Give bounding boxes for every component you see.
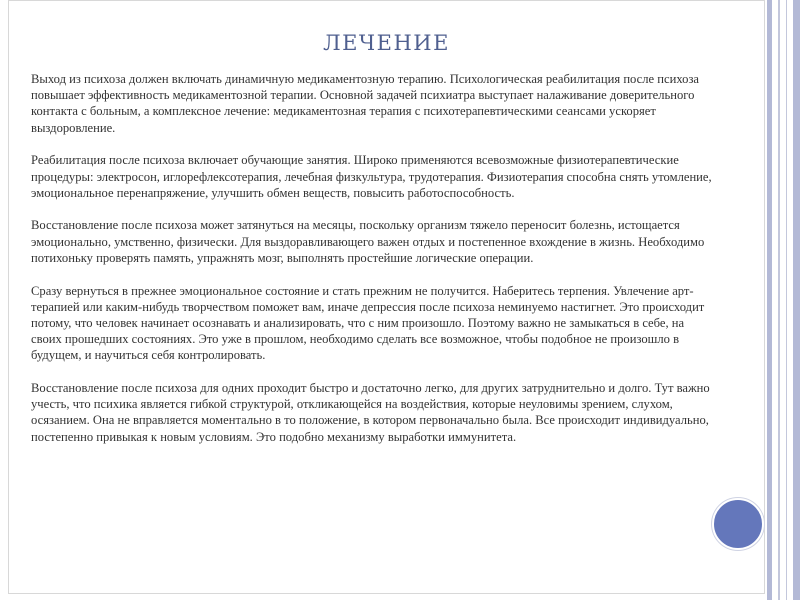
paragraph: Реабилитация после психоза включает обучающие занятия. Широко применяются всевозможные физиотерапевтические процедуры: электросон, иглорефлексотерапия, лечебная физкультура, трудотерапия. Физиотерапия способна снять утомление, эмоциональное перенапряжение, улучшить обмен веществ, повысить работоспособность.	[31, 153, 712, 200]
right-decorative-line	[778, 0, 780, 600]
right-decorative-line	[786, 0, 787, 600]
paragraph: Сразу вернуться в прежнее эмоциональное состояние и стать прежним не получится. Наберитесь терпения. Увлечение арт-терапией или каким-нибудь творчеством поможет вам, иначе депрессия после психоза неминуемо настигнет. Это происходит потому, что человек начинает осознавать и анализировать, что с ним произошло. Поэтому важно не замыкаться в себе, на своих прошедших состояниях. Это уже в прошлом, необходимо сделать все возможное, чтобы подобное не произошло в будущем, и научиться себя контролировать.	[31, 283, 705, 363]
slide-body	[31, 71, 716, 461]
slide-title: ЛЕЧЕНИЕ	[323, 31, 450, 55]
decorative-circle	[712, 498, 764, 550]
paragraph: Восстановление после психоза может затянуться на месяцы, поскольку организм тяжело переносит болезнь, истощается эмоционально, умственно, физически. Для выздоравливающего важен отдых и постепенное вхождение в жизнь. Необходимо потихоньку проверять память, упражнять мозг, выполнять простейшие логические операции.	[31, 218, 705, 265]
paragraph: Выход из психоза должен включать динамичную медикаментозную терапию. Психологическая реабилитация после психоза повышает эффективность медикаментозной терапии. Основной задачей психиатра выступает налаживание доверительного контакта с больным, а комплексное лечение: медикаментозная терапия с психотерапевтическими сеансами ускоряет выздоровление.	[31, 72, 700, 135]
right-decorative-bar	[767, 0, 772, 600]
paragraph: Восстановление после психоза для одних проходит быстро и достаточно легко, для других затруднительно и долго. Тут важно учесть, что психика является гибкой структурой, откликающейся на воздействия, которые неуловимы зрением, слухом, осязанием. Она не вправляется моментально в то положение, в котором первоначально была. Все происходит индивидуально, постепенно привыкая к новым условиям. Это подобно механизму выработки иммунитета.	[31, 381, 710, 444]
right-decorative-bar	[793, 0, 800, 600]
